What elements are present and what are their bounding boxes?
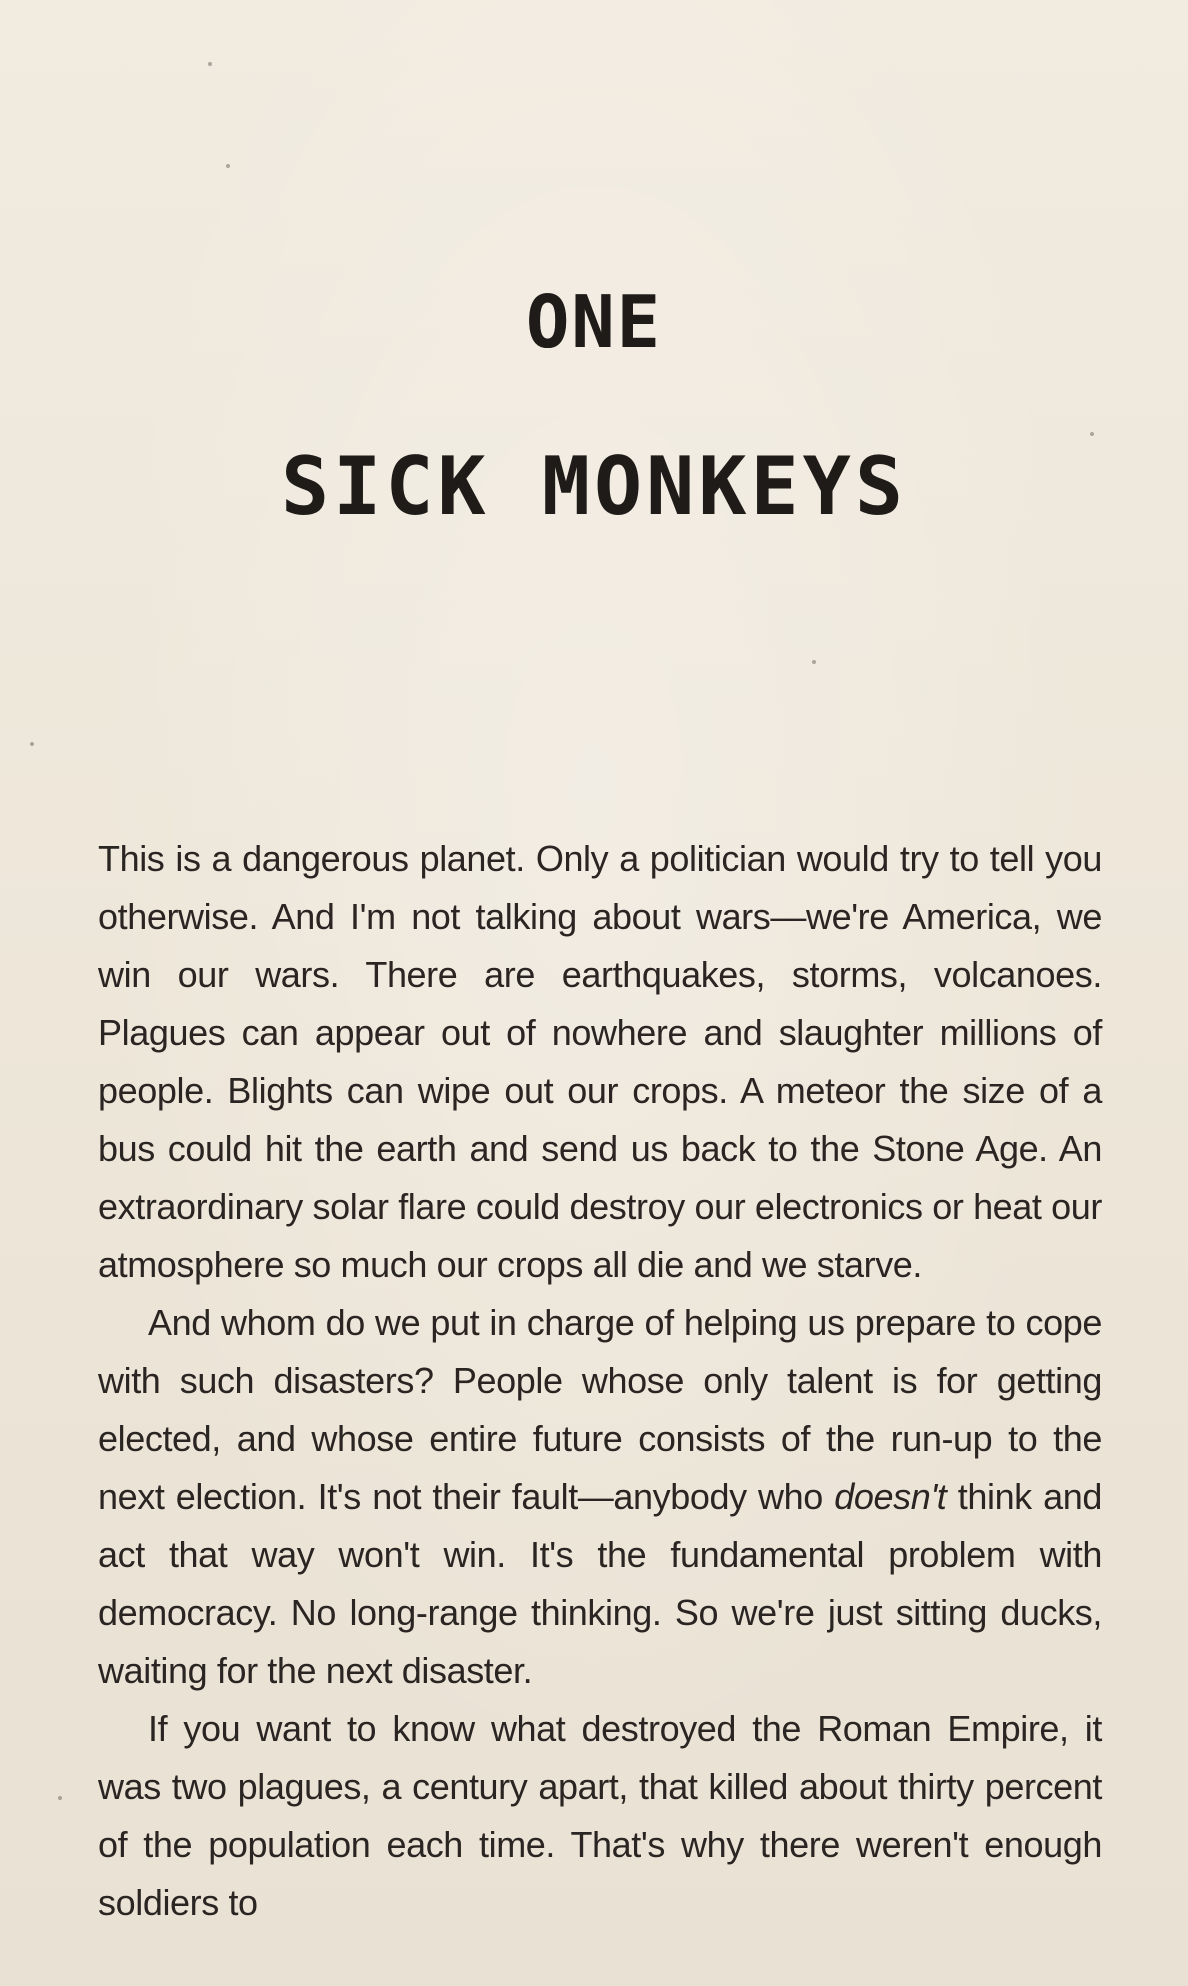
paper-speck [1090, 432, 1094, 436]
paper-speck [226, 164, 230, 168]
chapter-title: SICK MONKEYS [281, 440, 907, 533]
paragraph [98, 1700, 1102, 1932]
paper-speck [208, 62, 212, 66]
paper-speck [58, 1796, 62, 1800]
paragraph-text: This is a dangerous planet. Only a politician would try to tell you otherwise. And I'm not talking about wars—we're America, we win our wars. There are earthquakes, storms, volcanoes. Plagues can appear out of nowhere and slaughter millions of people. Blights can wipe out our crops. A meteor the size of a bus could hit the earth and send us back to the Stone Age. An extraordinary solar flare could destroy our electronics or heat our atmosphere so much our crops all die and we starve. [98, 838, 1102, 1285]
paper-speck [812, 660, 816, 664]
paragraph-text: think and act that way won't win. It's the fundamental problem with democracy. No long-range thinking. So we're just sitting ducks, waiting for the next disaster. [98, 1476, 1102, 1691]
chapter-number: ONE [525, 280, 663, 364]
paper-speck [30, 742, 34, 746]
paragraph [98, 1294, 1102, 1700]
paragraph-text: If you want to know what destroyed the Roman Empire, it was two plagues, a century apart, that killed about thirty percent of the population each time. That's why there weren't enough soldiers to [98, 1708, 1102, 1923]
body-text [98, 830, 1102, 1932]
italic-word: doesn't [834, 1476, 947, 1517]
paragraph-text: And whom do we put in charge of helping us prepare to cope with such disasters? People whose only talent is for getting elected, and whose entire future consists of the run-up to the next election. It's not their fault—anybody who [98, 1302, 1102, 1517]
paragraph [98, 830, 1102, 1294]
